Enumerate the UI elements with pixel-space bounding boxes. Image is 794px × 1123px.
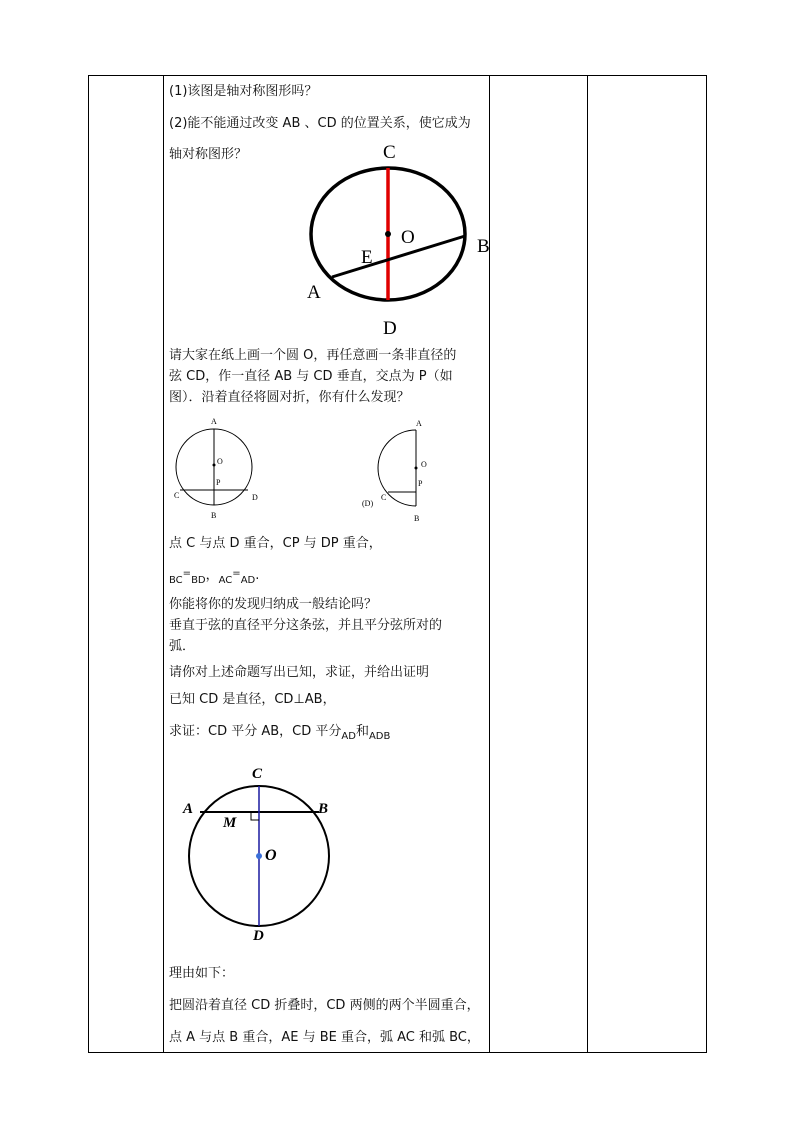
table-col-border-4: [587, 75, 588, 1053]
fig2-label-d: D: [252, 493, 258, 502]
table-top-border: [88, 75, 707, 76]
fig1-chord-ab: [332, 236, 465, 277]
fig3-label-m: M: [223, 815, 237, 831]
activity-line-1: 请大家在纸上画一个圆 O，再任意画一条非直径的: [169, 348, 457, 363]
finding-line-4: 垂直于弦的直径平分这条弦，并且平分弦所对的: [169, 618, 443, 633]
separator: ，: [205, 568, 219, 583]
fig2r-center-point: [415, 467, 418, 470]
question-2-line-1: (2)能不能通过改变 AB 、CD 的位置关系，使它成为: [169, 116, 471, 131]
finding-line-6: 请你对上述命题写出已知，求证，并给出证明: [169, 665, 430, 680]
table-bottom-border: [88, 1052, 707, 1053]
fig2r-label-dc: (D): [362, 499, 374, 508]
fig1-label-a: A: [307, 282, 321, 303]
fig2r-label-b: B: [414, 514, 420, 523]
fig2r-label-a: A: [416, 419, 422, 428]
figure-fold-full-circle: [170, 410, 270, 525]
activity-line-3: 图）．沿着直径将圆对折，你有什么发现？: [169, 390, 410, 405]
table-col-border-5: [706, 75, 707, 1053]
prove-and: 和: [355, 724, 369, 739]
finding-line-5: 弧．: [169, 639, 196, 654]
arc-bc: BC: [169, 575, 183, 586]
fig2-label-p: P: [216, 478, 221, 487]
fig2-center-point: [213, 464, 216, 467]
figure-circle-chords: [300, 135, 500, 340]
fig3-right-angle-mark: [251, 812, 259, 820]
activity-line-2: 弦 CD，作一直径 AB 与 CD 垂直，交点为 P（如: [169, 369, 453, 384]
question-2-line-2: 轴对称图形？: [169, 147, 248, 162]
fig1-label-b: B: [477, 236, 490, 257]
fig3-label-c: C: [252, 766, 263, 782]
fig3-label-d: D: [253, 928, 264, 944]
question-1: (1)该图是轴对称图形吗？: [169, 84, 318, 99]
fig3-label-o: O: [265, 847, 277, 864]
table-col-border-2: [163, 75, 164, 1053]
equals-1: =: [182, 568, 192, 579]
fig2r-label-c: C: [381, 493, 387, 502]
arc-ac: AC: [218, 575, 233, 586]
fig2-label-b: B: [211, 511, 217, 520]
fig2-label-o: O: [217, 457, 223, 466]
arc-ad: AD: [240, 575, 256, 586]
fig3-label-b: B: [318, 801, 329, 817]
finding-line-3: 你能将你的发现归纳成一般结论吗？: [169, 597, 378, 612]
prove-arc-adb: ADB: [368, 731, 391, 742]
prove-line: [169, 724, 390, 741]
fig3-center-point: [256, 853, 262, 859]
figure-fold-half-circle: [355, 410, 445, 525]
fig2-label-a: A: [211, 417, 217, 426]
given-line: 已知 CD 是直径，CD⊥AB，: [169, 692, 336, 707]
fig2r-label-o: O: [421, 460, 427, 469]
reason-line-2: 点 A 与点 B 重合，AE 与 BE 重合，弧 AC 和弧 BC，: [169, 1030, 480, 1045]
prove-arc-ad: AD: [341, 731, 356, 742]
prove-prefix: 求证：CD 平分 AB，CD 平分: [169, 724, 342, 739]
arc-bd: BD: [191, 575, 206, 586]
fig2r-label-p: P: [418, 479, 423, 488]
fig2-label-c: C: [174, 491, 180, 500]
reason-line-1: 把圆沿着直径 CD 折叠时，CD 两侧的两个半圆重合，: [169, 998, 480, 1013]
fig1-label-o: O: [401, 227, 415, 248]
fig1-center-point: [385, 231, 391, 237]
period: .: [255, 568, 260, 583]
fig3-label-a: A: [183, 801, 194, 817]
arc-equality: [169, 568, 259, 585]
table-col-border-1: [88, 75, 89, 1053]
figure-perpendicular-diameter: [175, 760, 345, 950]
fig1-label-e: E: [361, 247, 373, 268]
reason-title: 理由如下：: [169, 966, 235, 981]
fig1-label-c: C: [383, 142, 396, 163]
finding-line-1: 点 C 与点 D 重合，CP 与 DP 重合，: [169, 536, 382, 551]
fig1-label-d: D: [383, 318, 397, 339]
equals-2: =: [232, 568, 241, 579]
